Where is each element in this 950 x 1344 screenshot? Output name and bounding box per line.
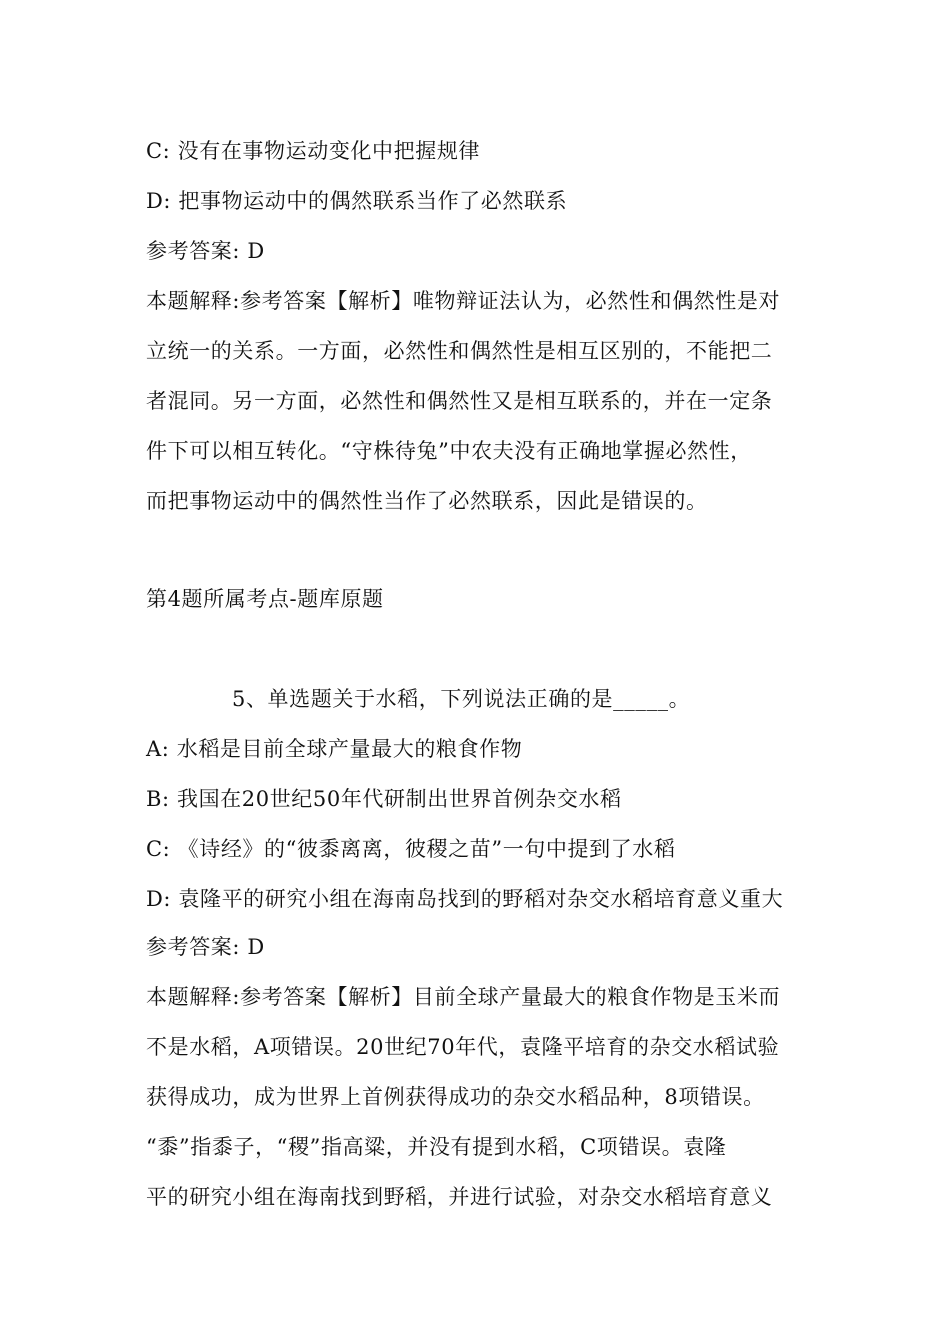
q5-option-a: A: 水稻是目前全球产量最大的粮食作物	[146, 737, 523, 761]
q4-explanation-line: 立统一的关系。一方面，必然性和偶然性是相互区别的，不能把二	[146, 339, 773, 363]
q4-explanation-line: 而把事物运动中的偶然性当作了必然联系，因此是错误的。	[146, 489, 708, 513]
q5-option-d: D: 袁隆平的研究小组在海南岛找到的野稻对杂交水稻培育意义重大	[146, 887, 784, 911]
q4-explanation-line: 者混同。另一方面，必然性和偶然性又是相互联系的，并在一定条	[146, 389, 773, 413]
q4-answer: 参考答案: D	[146, 239, 265, 263]
q5-option-c: C: 《诗经》的“彼黍离离，彼稷之苗”一句中提到了水稻	[146, 837, 676, 861]
q5-explanation-line: 不是水稻，A项错误。20世纪70年代，袁隆平培育的杂交水稻试验	[146, 1035, 780, 1059]
q4-explanation-line: 件下可以相互转化。“守株待兔”中农夫没有正确地掌握必然性，	[146, 439, 752, 463]
q5-explanation-line: 本题解释:参考答案【解析】目前全球产量最大的粮食作物是玉米而	[146, 985, 781, 1009]
q5-explanation-line: 平的研究小组在海南找到野稻，并进行试验，对杂交水稻培育意义	[146, 1185, 773, 1209]
q5-explanation-line: “黍”指黍子，“稷”指高粱，并没有提到水稻，C项错误。袁隆	[146, 1135, 727, 1159]
q5-answer: 参考答案: D	[146, 935, 265, 959]
q5-title: 5、单选题关于水稻，下列说法正确的是_____。	[232, 687, 691, 711]
q4-option-d: D: 把事物运动中的偶然联系当作了必然联系	[146, 189, 568, 213]
q4-option-c: C: 没有在事物运动变化中把握规律	[146, 139, 481, 163]
q5-explanation-line: 获得成功，成为世界上首例获得成功的杂交水稻品种，8项错误。	[146, 1085, 765, 1109]
q4-topic: 第4题所属考点-题库原题	[146, 587, 384, 611]
q5-option-b: B: 我国在20世纪50年代研制出世界首例杂交水稻	[146, 787, 622, 811]
q4-explanation-line: 本题解释:参考答案【解析】唯物辩证法认为，必然性和偶然性是对	[146, 289, 781, 313]
